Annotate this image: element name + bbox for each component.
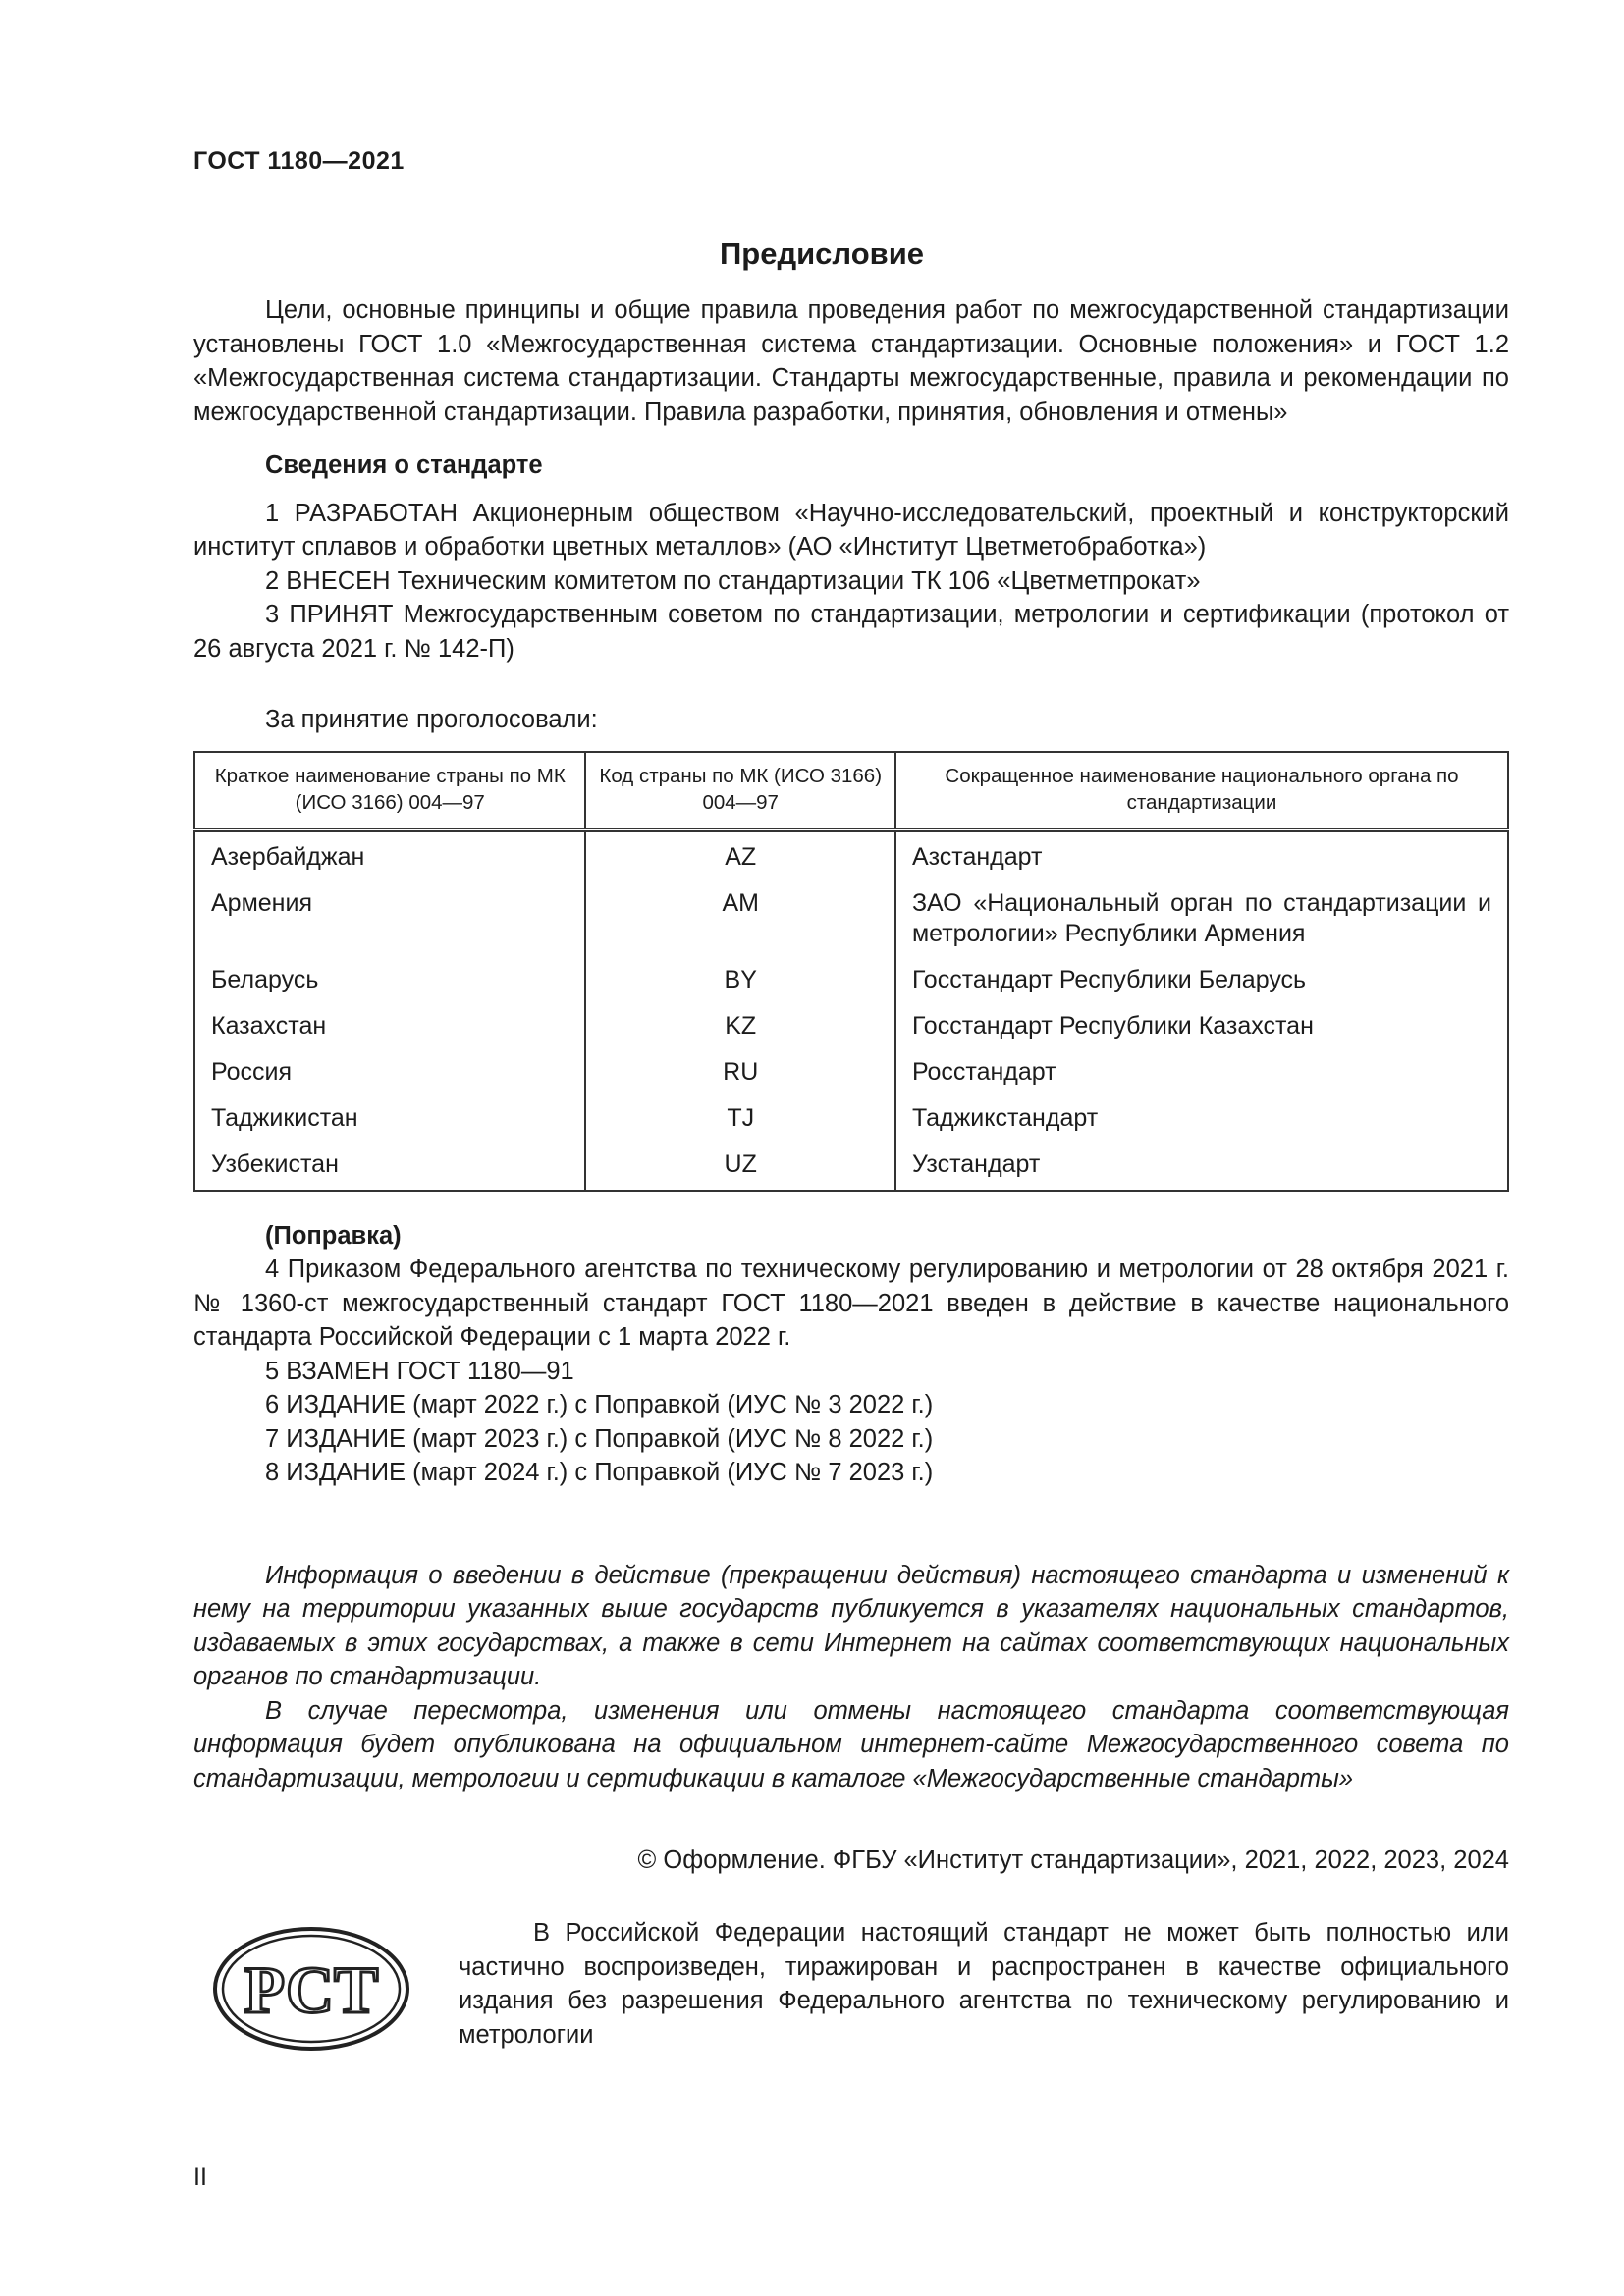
org-cell: Таджикстандарт [895, 1097, 1508, 1144]
amendment-heading: (Поправка) [265, 1221, 402, 1250]
foreword-intro: Цели, основные принципы и общие правила проведения работ по межгосударственной стандартизации установлены ГОСТ 1.0 «Межгосударственная система стандартизации. Основные положения» и ГОСТ 1.2 «Межгосударственная система стандартизации. Стандарты межгосударственные, правила и рекомендации по межгосударственной стандартизации. Правила разработки, принятия, обновления и отмены» [193, 296, 1509, 426]
code-cell: KZ [585, 1005, 894, 1051]
info-note-paragraph-1: Информация о введении в действие (прекращении действия) настоящего стандарта и изменений к нему на территории указанных выше государств публикуется в указателях национальных стандартов, издаваемых в этих государствах, а также в сети Интернет на сайтах соответствующих национальных органов по стандартизации. [193, 1561, 1509, 1690]
table-row [194, 1144, 1508, 1191]
info-note-paragraph-2: В случае пересмотра, изменения или отмены настоящего стандарта соответствующая информация будет опубликована на официальном интернет-сайте Межгосударственного совета по стандартизации, метрологии и сертификации в каталоге «Межгосударственные стандарты» [193, 1696, 1509, 1792]
footer-block [193, 1916, 1509, 2063]
reproduction-notice: В Российской Федерации настоящий стандарт не может быть полностью или частично воспроизведен, тиражирован и распространен в качестве официального издания без разрешения Федерального агентства по техническому регулированию и метрологии [459, 1919, 1509, 2049]
logo-text: РСТ [244, 1952, 379, 2027]
country-cell: Беларусь [194, 959, 585, 1005]
table-row [194, 1005, 1508, 1051]
voting-table [193, 751, 1509, 1192]
org-cell: Госстандарт Республики Беларусь [895, 959, 1508, 1005]
table-header-row [194, 752, 1508, 830]
table-row [194, 882, 1508, 959]
country-cell: Узбекистан [194, 1144, 585, 1191]
country-cell: Россия [194, 1051, 585, 1097]
country-cell: Азербайджан [194, 829, 585, 882]
document-page [193, 147, 1509, 2063]
country-cell: Таджикистан [194, 1097, 585, 1144]
document-code: ГОСТ 1180—2021 [193, 147, 405, 175]
amendment-item-4: 4 Приказом Федерального агентства по техническому регулированию и метрологии от 28 октября 2021 г. № 1360-ст межгосударственный стандарт ГОСТ 1180—2021 введен в действие в качестве национального стандарта Российской Федерации с 1 марта 2022 г. [193, 1255, 1509, 1351]
amendment-item-5: 5 ВЗАМЕН ГОСТ 1180—91 [265, 1357, 574, 1385]
country-cell: Армения [194, 882, 585, 959]
code-cell: RU [585, 1051, 894, 1097]
table-row [194, 829, 1508, 882]
code-cell: AZ [585, 829, 894, 882]
org-cell: ЗАО «Национальный орган по стандартизации и метрологии» Республики Армения [895, 882, 1508, 959]
page-number: II [193, 2163, 207, 2191]
code-cell: BY [585, 959, 894, 1005]
org-cell: Узстандарт [895, 1144, 1508, 1191]
info-item-1: 1 РАЗРАБОТАН Акционерным обществом «Научно-исследовательский, проектный и конструкторский институт сплавов и обработки цветных металлов» (АО «Институт Цветметобработка») [193, 499, 1509, 561]
standard-info-heading: Сведения о стандарте [265, 452, 543, 479]
info-item-3: 3 ПРИНЯТ Межгосударственным советом по стандартизации, метрологии и сертификации (протокол от 26 августа 2021 г. № 142-П) [193, 601, 1509, 663]
country-cell: Казахстан [194, 1005, 585, 1051]
table-row [194, 959, 1508, 1005]
copyright-line: © Оформление. ФГБУ «Институт стандартизации», 2021, 2022, 2023, 2024 [637, 1846, 1509, 1874]
column-header-code: Код страны по МК (ИСО 3166) 004—97 [585, 752, 894, 830]
amendment-item-6: 6 ИЗДАНИЕ (март 2022 г.) с Поправкой (ИУС № 3 2022 г.) [265, 1391, 934, 1418]
amendment-item-8: 8 ИЗДАНИЕ (март 2024 г.) с Поправкой (ИУС № 7 2023 г.) [265, 1459, 934, 1486]
table-row [194, 1051, 1508, 1097]
code-cell: TJ [585, 1097, 894, 1144]
code-cell: AM [585, 882, 894, 959]
amendment-item-7: 7 ИЗДАНИЕ (март 2023 г.) с Поправкой (ИУС № 8 2022 г.) [265, 1424, 934, 1453]
column-header-country: Краткое наименование страны по МК (ИСО 3166) 004—97 [194, 752, 585, 830]
code-cell: UZ [585, 1144, 894, 1191]
org-cell: Азстандарт [895, 829, 1508, 882]
voting-label: За принятие проголосовали: [265, 706, 598, 733]
org-cell: Росстандарт [895, 1051, 1508, 1097]
table-row [194, 1097, 1508, 1144]
column-header-org: Сокращенное наименование национального органа по стандартизации [895, 752, 1508, 830]
page-title: Предисловие [719, 237, 924, 271]
rst-certification-logo-icon [211, 1924, 412, 2054]
info-item-2: 2 ВНЕСЕН Техническим комитетом по стандартизации ТК 106 «Цветметпрокат» [265, 566, 1201, 595]
org-cell: Госстандарт Республики Казахстан [895, 1005, 1508, 1051]
